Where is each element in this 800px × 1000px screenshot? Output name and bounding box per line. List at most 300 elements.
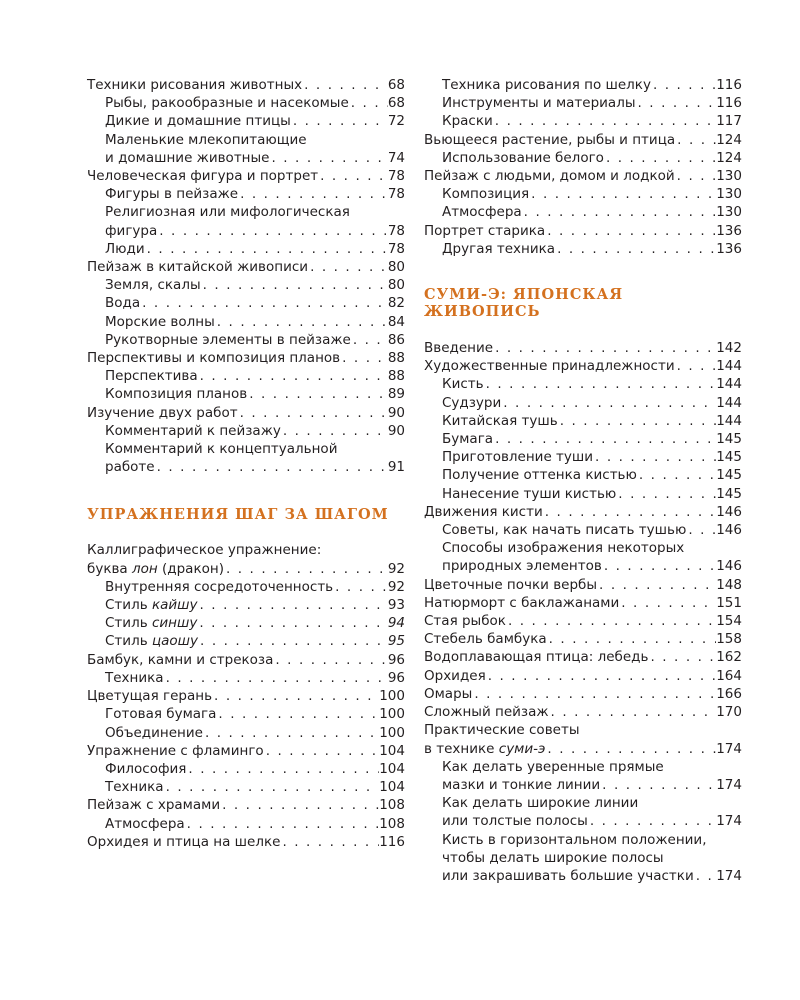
toc-entry-title: мазки и тонкие линии (442, 776, 601, 793)
toc-entry-row (105, 458, 405, 476)
toc-entry-title (424, 740, 545, 758)
toc-entry-page-number: 68 (387, 95, 405, 112)
toc-entry-row (442, 430, 742, 448)
toc-entry-title: Перспективы и композиция планов (87, 350, 341, 367)
toc-entry[interactable] (424, 703, 742, 721)
toc-entry[interactable] (424, 357, 742, 375)
toc-entry-title: Художественные принадлежности (424, 358, 675, 375)
toc-entry-row (442, 521, 742, 539)
toc-entry-row (424, 131, 742, 149)
toc-entry-page-number: 116 (379, 833, 405, 850)
toc-entry-title: Введение (424, 340, 494, 357)
toc-entry-title-line: Маленькие млекопитающие (105, 131, 307, 148)
toc-entry-page-number: 100 (379, 706, 405, 723)
toc-entry[interactable] (87, 112, 405, 130)
toc-entry-title (105, 632, 198, 650)
toc-entry-title: Бамбук, камни и стрекоза (87, 651, 274, 668)
toc-entry[interactable] (87, 541, 405, 577)
toc-entry-title: Советы, как начать писать тушью (442, 522, 687, 539)
toc-entry-page-number: 80 (387, 259, 405, 276)
dot-leader (619, 594, 716, 612)
toc-entry-title (105, 614, 197, 632)
toc-entry[interactable] (424, 667, 742, 685)
toc-entry-row (442, 812, 742, 830)
toc-entry[interactable] (87, 760, 405, 778)
toc-list-right-top (424, 76, 742, 258)
toc-entry[interactable] (424, 185, 742, 203)
toc-entry-title: Цветущая герань (87, 688, 213, 705)
dot-leader (197, 614, 387, 632)
toc-entry[interactable] (87, 440, 405, 476)
toc-entry-page-number: 146 (716, 503, 742, 520)
toc-entry-page-number: 74 (387, 149, 405, 166)
toc-entry-title: Рыбы, ракообразные и насекомые (105, 95, 349, 112)
toc-entry-page-number: 89 (387, 386, 405, 403)
dot-leader (349, 94, 388, 112)
toc-entry-title-line: Каллиграфическое упражнение: (87, 542, 322, 559)
toc-entry-row (442, 240, 742, 258)
toc-entry-title: Водоплавающая птица: лебедь (424, 649, 649, 666)
toc-entry-row (424, 648, 742, 666)
toc-entry[interactable] (87, 131, 405, 167)
toc-entry-title-line: Практические советы (424, 722, 580, 739)
toc-entry-title: Портрет старика (424, 222, 546, 239)
toc-entry[interactable] (87, 596, 405, 614)
toc-entry[interactable] (87, 385, 405, 403)
toc-entry-row (87, 349, 405, 367)
toc-entry[interactable] (424, 203, 742, 221)
toc-entry-page-number: 108 (379, 797, 405, 814)
toc-entry-page-number: 96 (387, 651, 405, 668)
toc-entry-page-number: 145 (716, 431, 742, 448)
toc-entry-page-number: 116 (716, 77, 742, 93)
toc-entry[interactable] (424, 485, 742, 503)
toc-entry-row (442, 94, 742, 112)
toc-list-right-bottom (424, 339, 742, 885)
dot-leader (651, 76, 716, 94)
toc-entry-page-number: 78 (387, 168, 405, 185)
toc-entry-title: Вьющееся растение, рыбы и птица (424, 131, 676, 148)
toc-entry-page-number: 88 (387, 368, 405, 385)
toc-entry-title: Готовая бумага (105, 706, 217, 723)
toc-entry-page-number: 166 (716, 685, 742, 702)
toc-entry-row (105, 149, 405, 167)
toc-entry-page-number: 95 (387, 633, 405, 650)
toc-entry-row (442, 448, 742, 466)
toc-entry-page-number: 82 (387, 295, 405, 312)
toc-entry-row (87, 833, 405, 851)
toc-entry[interactable] (424, 375, 742, 393)
toc-entry[interactable] (424, 112, 742, 130)
dot-leader (155, 458, 388, 476)
toc-entry-row (442, 203, 742, 221)
dot-leader (247, 385, 388, 403)
toc-entry-page-number: 124 (716, 131, 742, 148)
toc-entry-title-line: Способы изображения некоторых (442, 540, 685, 557)
dot-leader (547, 630, 717, 648)
toc-entry-title-part: буква (87, 560, 132, 577)
toc-entry-title: Люди (105, 240, 145, 257)
toc-entry[interactable] (424, 648, 742, 666)
toc-entry-title-italic: кайшу (151, 597, 198, 614)
toc-entry-row (87, 560, 405, 578)
dot-leader (224, 560, 388, 578)
toc-entry-row (424, 667, 742, 685)
toc-entry-page-number: 78 (387, 186, 405, 203)
toc-entry-title: Получение оттенка кистью (442, 467, 637, 484)
toc-entry-title-line: Комментарий к концептуальной (105, 441, 338, 458)
dot-leader (493, 339, 716, 357)
toc-entry-row (105, 294, 405, 312)
toc-entry[interactable] (424, 539, 742, 575)
toc-entry-title: Бумага (442, 431, 494, 448)
toc-entry[interactable] (424, 394, 742, 412)
toc-entry-page-number: 124 (716, 149, 742, 166)
toc-entry-page-number: 130 (716, 204, 742, 221)
toc-entry[interactable] (424, 412, 742, 430)
toc-entry-title: Комментарий к пейзажу (105, 422, 281, 439)
toc-entry-title: работе (105, 459, 155, 476)
toc-entry-page-number: 68 (387, 77, 405, 93)
toc-entry[interactable] (87, 258, 405, 276)
toc-entry-row (424, 685, 742, 703)
toc-entry-row (424, 503, 742, 521)
toc-entry-page-number: 130 (716, 186, 742, 203)
toc-entry-page-number: 96 (387, 669, 405, 686)
dot-leader (597, 576, 716, 594)
toc-entry-page-number: 78 (387, 240, 405, 257)
toc-entry-page-number: 146 (716, 522, 742, 539)
toc-entry[interactable] (87, 240, 405, 258)
dot-leader (472, 685, 716, 703)
dot-leader (198, 632, 388, 650)
toc-entry[interactable] (87, 349, 405, 367)
toc-entry[interactable] (87, 422, 405, 440)
toc-entry-row (87, 651, 405, 669)
dot-leader (198, 367, 388, 385)
dot-leader (545, 740, 716, 758)
dot-leader (220, 796, 379, 814)
dot-leader (291, 112, 388, 130)
toc-entry[interactable] (424, 94, 742, 112)
toc-entry-page-number: 84 (387, 313, 405, 330)
toc-entry-title: природных элементов (442, 558, 602, 575)
dot-leader (588, 812, 716, 830)
toc-entry-page-number: 104 (379, 779, 405, 796)
toc-entry-page-number: 108 (379, 815, 405, 832)
dot-leader (600, 776, 716, 794)
toc-entry-row (442, 776, 742, 794)
toc-entry[interactable] (424, 503, 742, 521)
toc-entry-title: Краски (442, 113, 493, 130)
toc-entry[interactable] (424, 430, 742, 448)
toc-entry-title: Перспектива (105, 368, 198, 385)
toc-entry[interactable] (87, 724, 405, 742)
toc-entry-row (424, 222, 742, 240)
toc-entry-row (105, 760, 405, 778)
toc-entry-title: Композиция (442, 186, 530, 203)
dot-leader (616, 485, 716, 503)
toc-entry-page-number: 145 (716, 449, 742, 466)
toc-entry[interactable] (87, 331, 405, 349)
toc-entry-row (105, 112, 405, 130)
toc-entry-title: Приготовление туши (442, 449, 594, 466)
toc-entry[interactable] (87, 815, 405, 833)
toc-entry-page-number: 93 (387, 597, 405, 614)
toc-entry[interactable] (87, 742, 405, 760)
toc-entry[interactable] (87, 833, 405, 851)
toc-entry-row (105, 422, 405, 440)
toc-entry-page-number: 174 (716, 867, 742, 884)
dot-leader (675, 357, 717, 375)
toc-entry-row (105, 705, 405, 723)
dot-leader (281, 422, 388, 440)
toc-entry-row (105, 240, 405, 258)
toc-entry[interactable] (87, 796, 405, 814)
toc-entry-row (442, 485, 742, 503)
toc-entry-title: Упражнение с фламинго (87, 742, 264, 759)
toc-entry[interactable] (424, 339, 742, 357)
toc-entry-row (424, 740, 742, 758)
toc-entry[interactable] (424, 131, 742, 149)
toc-entry-title-part: Стиль (105, 615, 152, 632)
toc-entry[interactable] (87, 705, 405, 723)
toc-entry-title: или толстые полосы (442, 813, 588, 830)
toc-entry[interactable] (87, 313, 405, 331)
toc-entry-page-number: 92 (387, 578, 405, 595)
dot-leader (333, 578, 388, 596)
toc-entry[interactable] (87, 614, 405, 632)
toc-entry-row (105, 614, 405, 632)
toc-entry[interactable] (424, 448, 742, 466)
toc-list-left-top (87, 76, 405, 476)
toc-entry-row (105, 331, 405, 349)
toc-entry-row (105, 185, 405, 203)
toc-entry-title-italic: лон (132, 560, 158, 577)
toc-entry-page-number: 92 (387, 560, 405, 577)
toc-entry[interactable] (424, 794, 742, 830)
toc-entry-title: Нанесение туши кистью (442, 485, 617, 502)
toc-entry-title: Омары (424, 685, 473, 702)
toc-entry[interactable] (87, 276, 405, 294)
toc-entry-title: Стебель бамбука (424, 631, 547, 648)
dot-leader (238, 185, 388, 203)
toc-entry-title-line: Как делать уверенные прямые (442, 758, 664, 775)
toc-entry[interactable] (87, 76, 405, 94)
toc-entry-title: Пейзаж с людьми, домом и лодкой (424, 168, 675, 185)
toc-entry[interactable] (424, 521, 742, 539)
dot-leader (636, 94, 717, 112)
dot-leader (506, 612, 716, 630)
toc-entry[interactable] (424, 240, 742, 258)
toc-entry-row (105, 578, 405, 596)
toc-entry[interactable] (424, 594, 742, 612)
toc-entry-row (105, 385, 405, 403)
toc-entry-title-italic: цаошу (151, 633, 199, 650)
toc-entry-title: Атмосфера (105, 815, 185, 832)
toc-entry-row (105, 669, 405, 687)
toc-entry-title: Техника рисования по шелку (442, 77, 651, 93)
toc-entry-page-number: 90 (387, 422, 405, 439)
toc-entry-title: Философия (105, 760, 187, 777)
toc-entry-title: Стая рыбок (424, 613, 506, 630)
dot-leader (549, 703, 717, 721)
toc-entry-title: Техника (105, 669, 164, 686)
toc-entry[interactable] (424, 576, 742, 594)
toc-entry-row (424, 167, 742, 185)
toc-entry-title-line: Как делать широкие линии (442, 795, 639, 812)
dot-leader (216, 705, 379, 723)
dot-leader (157, 222, 388, 240)
toc-entry[interactable] (424, 222, 742, 240)
toc-entry-title: Судзури (442, 394, 502, 411)
toc-entry-row (105, 724, 405, 742)
toc-entry-title: Орхидея и птица на шелке (87, 833, 281, 850)
dot-leader (318, 167, 388, 185)
toc-entry-row (87, 258, 405, 276)
dot-leader (675, 131, 716, 149)
toc-entry-title: Натюрморт с баклажанами (424, 594, 620, 611)
toc-entry-page-number: 154 (716, 613, 742, 630)
toc-entry-row (87, 76, 405, 94)
toc-entry[interactable] (87, 687, 405, 705)
toc-column-left (87, 76, 405, 851)
toc-entry-row (424, 357, 742, 375)
toc-entry-row (442, 867, 742, 885)
toc-entry[interactable] (87, 367, 405, 385)
toc-entry-row (442, 466, 742, 484)
toc-entry-title-line: Религиозная или мифологическая (105, 204, 350, 221)
toc-entry-page-number: 144 (716, 358, 742, 375)
toc-entry-page-number: 144 (716, 412, 742, 429)
toc-entry[interactable] (87, 578, 405, 596)
toc-entry-page-number: 88 (387, 350, 405, 367)
dot-leader (238, 404, 388, 422)
toc-entry[interactable] (424, 76, 742, 94)
toc-entry-row (87, 742, 405, 760)
dot-leader (280, 833, 379, 851)
toc-entry-row (442, 394, 742, 412)
toc-entry[interactable] (424, 685, 742, 703)
dot-leader (501, 394, 716, 412)
toc-entry[interactable] (87, 651, 405, 669)
toc-entry[interactable] (87, 185, 405, 203)
toc-entry[interactable] (87, 294, 405, 312)
dot-leader (637, 466, 716, 484)
toc-entry-page-number: 145 (716, 485, 742, 502)
toc-entry[interactable] (424, 831, 742, 886)
section-title-step-by-step: УПРАЖНЕНИЯ ШАГ ЗА ШАГОМ (87, 506, 389, 524)
toc-entry-row (105, 815, 405, 833)
toc-entry-title: Пейзаж в китайской живописи (87, 259, 309, 276)
toc-entry-title: Техники рисования животных (87, 77, 303, 93)
toc-entry-title-line: Кисть в горизонтальном положении, (442, 831, 707, 848)
toc-entry[interactable] (424, 612, 742, 630)
toc-entry[interactable] (87, 404, 405, 422)
toc-entry[interactable] (424, 758, 742, 794)
toc-entry-title: Использование белого (442, 149, 604, 166)
toc-entry-row (424, 594, 742, 612)
dot-leader (493, 112, 716, 130)
dot-leader (529, 185, 716, 203)
toc-entry-title: Фигуры в пейзаже (105, 186, 239, 203)
dot-leader (593, 448, 716, 466)
toc-entry-row (105, 222, 405, 240)
toc-entry-row (442, 112, 742, 130)
toc-entry-row (105, 632, 405, 650)
toc-entry-title-part: Стиль (105, 633, 152, 650)
toc-entry-page-number: 104 (379, 742, 405, 759)
toc-entry-title: Морские волны (105, 313, 215, 330)
toc-entry-page-number: 86 (387, 331, 405, 348)
toc-entry-page-number: 80 (387, 277, 405, 294)
toc-entry-page-number: 136 (716, 222, 742, 239)
toc-entry[interactable] (424, 466, 742, 484)
toc-entry[interactable] (424, 167, 742, 185)
toc-entry-page-number: 164 (716, 667, 742, 684)
toc-entry-title: и домашние животные (105, 149, 270, 166)
toc-entry-title: Объединение (105, 724, 203, 741)
dot-leader (543, 503, 716, 521)
toc-entry-title: или закрашивать большие участки (442, 867, 694, 884)
dot-leader (198, 596, 388, 614)
toc-entry-row (424, 703, 742, 721)
toc-entry-page-number: 148 (716, 576, 742, 593)
toc-entry[interactable] (424, 630, 742, 648)
toc-entry-row (442, 76, 742, 94)
toc-entry-title: Кисть (442, 376, 484, 393)
dot-leader (486, 667, 716, 685)
dot-leader (686, 521, 716, 539)
dot-leader (203, 724, 379, 742)
toc-entry-page-number: 94 (387, 615, 405, 632)
dot-leader (602, 557, 716, 575)
toc-entry-title-italic: суми-э (498, 740, 546, 757)
toc-entry-row (424, 576, 742, 594)
dot-leader (351, 331, 388, 349)
toc-entry-row (105, 367, 405, 385)
dot-leader (269, 149, 387, 167)
toc-entry[interactable] (424, 721, 742, 757)
toc-entry[interactable] (87, 167, 405, 185)
toc-entry-row (442, 185, 742, 203)
toc-entry[interactable] (87, 203, 405, 239)
toc-entry[interactable] (424, 149, 742, 167)
toc-entry-page-number: 144 (716, 376, 742, 393)
toc-entry-page-number: 72 (387, 113, 405, 130)
toc-entry-page-number: 116 (716, 95, 742, 112)
toc-entry-title: Орхидея (424, 667, 486, 684)
dot-leader (212, 687, 379, 705)
toc-entry-title-part: в технике (424, 740, 499, 757)
toc-entry-title-italic: синшу (151, 615, 198, 632)
toc-entry[interactable] (87, 669, 405, 687)
toc-entry-title: Цветочные почки вербы (424, 576, 598, 593)
toc-entry-title: Инструменты и материалы (442, 95, 636, 112)
dot-leader (308, 258, 388, 276)
dot-leader (215, 313, 388, 331)
toc-entry[interactable] (87, 778, 405, 796)
toc-entry-title: Вода (105, 295, 141, 312)
dot-leader (164, 778, 380, 796)
toc-entry[interactable] (87, 94, 405, 112)
toc-entry-title: Земля, скалы (105, 277, 201, 294)
toc-entry[interactable] (87, 632, 405, 650)
toc-entry-page-number: 117 (716, 113, 742, 130)
toc-entry-row (87, 687, 405, 705)
dot-leader (694, 867, 716, 885)
dot-leader (185, 815, 380, 833)
